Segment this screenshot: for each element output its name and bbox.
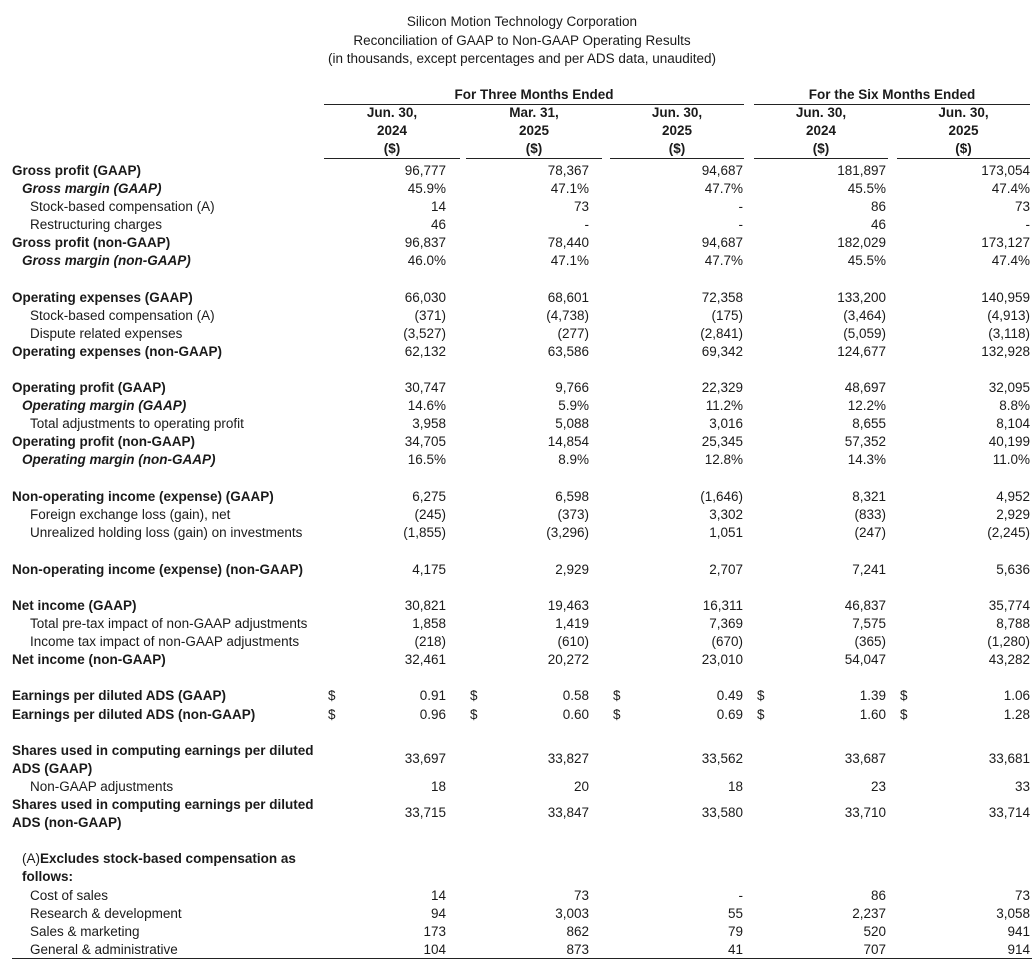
table-cell: (371)	[414, 308, 446, 323]
table-cell: 86	[870, 199, 886, 214]
table-cell: 8.9%	[558, 452, 589, 467]
table-cell: 79	[727, 924, 743, 939]
row-label: Earnings per diluted ADS (GAAP)	[12, 688, 227, 703]
table-row	[0, 162, 1036, 180]
table-row	[0, 252, 1036, 270]
table-row	[0, 397, 1036, 415]
row-label: Total adjustments to operating profit	[30, 416, 244, 431]
table-row	[0, 325, 1036, 343]
group-header-six-months: For the Six Months Ended	[754, 86, 1030, 105]
table-cell: 72,358	[701, 290, 743, 305]
table-cell: 33,847	[547, 805, 589, 820]
table-cell: 20	[573, 779, 589, 794]
column-header-5	[897, 104, 1030, 159]
table-cell: -	[584, 217, 589, 232]
table-cell: 73	[1014, 199, 1030, 214]
table-cell: 6,598	[555, 489, 589, 504]
table-cell: 33,714	[988, 805, 1030, 820]
table-cell: 30,821	[404, 598, 446, 613]
table-cell: 124,677	[837, 344, 886, 359]
row-label: Net income (GAAP)	[12, 598, 137, 613]
row-label	[12, 850, 322, 886]
table-cell: 33,580	[701, 805, 743, 820]
table-cell: 2,707	[709, 562, 743, 577]
table-cell: -	[738, 888, 743, 903]
table-cell: 47.7%	[704, 181, 743, 196]
table-cell: 8.8%	[999, 398, 1030, 413]
column-date: Jun. 30,	[795, 105, 847, 120]
column-header-2	[466, 104, 602, 159]
row-label: Sales & marketing	[30, 924, 140, 939]
row-label: General & administrative	[30, 942, 178, 957]
column-date: Jun. 30,	[651, 105, 703, 120]
table-cell: 12.8%	[704, 452, 743, 467]
currency-symbol: $	[470, 688, 478, 703]
table-cell: 69,342	[701, 344, 743, 359]
table-cell: 47.4%	[991, 253, 1030, 268]
table-cell: 33,697	[404, 751, 446, 766]
table-cell: 33,687	[844, 751, 886, 766]
table-row	[0, 180, 1036, 198]
table-cell: (4,738)	[546, 308, 589, 323]
table-cell: (4,913)	[987, 308, 1030, 323]
row-label: Net income (non-GAAP)	[12, 652, 166, 667]
table-cell: 16,311	[702, 598, 743, 613]
table-cell: 46.0%	[407, 253, 446, 268]
table-row	[0, 561, 1036, 579]
report-title: Reconciliation of GAAP to Non-GAAP Operating Results	[353, 33, 691, 48]
table-row	[0, 234, 1036, 252]
table-cell: 133,200	[837, 290, 886, 305]
currency-symbol: $	[328, 707, 336, 722]
table-cell: 0.91	[419, 688, 446, 703]
table-cell: 47.7%	[704, 253, 743, 268]
table-cell: 46,837	[844, 598, 886, 613]
table-cell: 12.2%	[847, 398, 886, 413]
table-cell: 3,003	[555, 906, 589, 921]
table-cell: 33	[1014, 779, 1030, 794]
table-cell: 2,929	[996, 507, 1030, 522]
table-cell: 8,321	[852, 489, 886, 504]
table-cell: (365)	[854, 634, 886, 649]
table-row	[0, 343, 1036, 361]
company-name: Silicon Motion Technology Corporation	[406, 14, 638, 29]
table-cell: 46	[870, 217, 886, 232]
table-cell: (373)	[557, 507, 589, 522]
table-cell: 34,705	[404, 434, 446, 449]
currency-symbol: $	[900, 707, 908, 722]
table-row	[0, 633, 1036, 651]
table-cell: 47.1%	[550, 181, 589, 196]
table-cell: 45.5%	[847, 253, 886, 268]
row-label: Dispute related expenses	[30, 326, 183, 341]
table-cell: 4,175	[412, 562, 446, 577]
table-cell: 14,854	[547, 434, 589, 449]
table-cell: (1,855)	[403, 525, 446, 540]
table-cell: 68,601	[547, 290, 589, 305]
table-cell: (245)	[414, 507, 446, 522]
table-cell: 73	[1014, 888, 1030, 903]
table-cell: 132,928	[981, 344, 1030, 359]
table-cell: (1,646)	[700, 489, 743, 504]
table-row	[0, 743, 1036, 776]
table-cell: (3,296)	[546, 525, 589, 540]
table-cell: 1.60	[859, 707, 886, 722]
table-cell: 57,352	[844, 434, 886, 449]
table-cell: 73	[573, 888, 589, 903]
table-cell: 914	[1007, 942, 1030, 957]
table-cell: 5,636	[996, 562, 1030, 577]
column-year: 2025	[518, 123, 550, 138]
row-label: Research & development	[30, 906, 182, 921]
column-year: 2024	[376, 123, 408, 138]
currency-symbol: $	[328, 688, 336, 703]
report-subtitle: (in thousands, except percentages and per ADS data, unaudited)	[327, 51, 716, 66]
table-cell: 1,858	[412, 616, 446, 631]
column-header-3	[610, 104, 744, 159]
row-label: Gross margin (non-GAAP)	[22, 253, 191, 268]
column-unit: ($)	[383, 141, 401, 156]
column-year: 2025	[948, 123, 979, 138]
row-label: Gross profit (non-GAAP)	[12, 235, 171, 250]
table-cell: 7,241	[852, 562, 886, 577]
table-cell: 862	[566, 924, 589, 939]
table-cell: (670)	[711, 634, 743, 649]
table-cell: 173,054	[981, 163, 1030, 178]
table-cell: 96,837	[404, 235, 446, 250]
table-cell: (175)	[711, 308, 743, 323]
group-header-three-months: For Three Months Ended	[324, 86, 744, 105]
table-cell: 3,016	[709, 416, 743, 431]
table-row	[0, 379, 1036, 397]
table-cell: 32,095	[988, 380, 1030, 395]
column-unit: ($)	[525, 141, 543, 156]
table-cell: 1.28	[1003, 707, 1030, 722]
column-year: 2024	[805, 123, 837, 138]
table-cell: 14.6%	[407, 398, 446, 413]
table-cell: 520	[863, 924, 886, 939]
table-cell: 33,681	[988, 751, 1030, 766]
row-label: Gross profit (GAAP)	[12, 163, 142, 178]
table-cell: 23	[870, 779, 886, 794]
table-cell: -	[738, 217, 743, 232]
table-row	[0, 651, 1036, 669]
table-cell: -	[738, 199, 743, 214]
table-cell: 8,655	[852, 416, 886, 431]
table-row	[0, 797, 1036, 830]
table-cell: 40,199	[988, 434, 1030, 449]
table-cell: 941	[1007, 924, 1030, 939]
row-label: Non-GAAP adjustments	[30, 779, 174, 794]
table-cell: 0.60	[562, 707, 589, 722]
table-cell: 3,058	[996, 906, 1030, 921]
table-cell: (2,841)	[700, 326, 743, 341]
table-row	[0, 433, 1036, 451]
column-unit: ($)	[955, 141, 972, 156]
table-cell: (3,464)	[843, 308, 886, 323]
table-cell: 104	[423, 942, 446, 957]
table-cell: (277)	[557, 326, 589, 341]
table-cell: 0.96	[419, 707, 446, 722]
table-row	[0, 941, 1036, 959]
row-label: Operating margin (GAAP)	[22, 398, 187, 413]
row-label: Operating margin (non-GAAP)	[22, 452, 216, 467]
table-row	[0, 506, 1036, 524]
table-cell: 4,952	[996, 489, 1030, 504]
table-row	[0, 615, 1036, 633]
row-label: Stock-based compensation (A)	[30, 199, 215, 214]
table-cell: 43,282	[988, 652, 1030, 667]
table-cell: 7,369	[709, 616, 743, 631]
table-cell: (610)	[557, 634, 589, 649]
table-cell: 47.1%	[550, 253, 589, 268]
table-cell: 46	[430, 217, 446, 232]
table-cell: 96,777	[404, 163, 446, 178]
table-cell: (247)	[854, 525, 886, 540]
row-label: Shares used in computing earnings per diluted ADS (GAAP)	[12, 743, 314, 776]
column-date: Jun. 30,	[938, 105, 989, 120]
currency-symbol: $	[900, 688, 908, 703]
table-cell: 48,697	[844, 380, 886, 395]
table-cell: (3,527)	[403, 326, 446, 341]
table-cell: (218)	[414, 634, 446, 649]
table-cell: (1,280)	[987, 634, 1030, 649]
table-cell: 94,687	[701, 235, 743, 250]
table-cell: 41	[727, 942, 743, 957]
column-year: 2025	[661, 123, 693, 138]
table-cell: 63,586	[547, 344, 589, 359]
table-cell: (3,118)	[988, 326, 1030, 341]
table-row	[0, 307, 1036, 325]
row-label: Earnings per diluted ADS (non-GAAP)	[12, 707, 256, 722]
currency-symbol: $	[613, 688, 621, 703]
table-cell: 23,010	[701, 652, 743, 667]
table-row	[0, 905, 1036, 923]
column-header-4	[754, 104, 888, 159]
table-row	[0, 451, 1036, 469]
table-cell: 0.49	[716, 688, 743, 703]
table-cell: 8,104	[996, 416, 1030, 431]
table-cell: 33,827	[547, 751, 589, 766]
table-cell: 182,029	[837, 235, 886, 250]
table-cell: 2,929	[555, 562, 589, 577]
table-row	[0, 488, 1036, 506]
table-cell: (833)	[854, 507, 886, 522]
row-label: Non-operating income (expense) (non-GAAP)	[12, 562, 304, 577]
table-cell: 11.0%	[992, 452, 1030, 467]
table-cell: 9,766	[555, 380, 589, 395]
table-cell: 94	[430, 906, 446, 921]
table-cell: 14	[430, 199, 446, 214]
table-row	[0, 415, 1036, 433]
table-row	[0, 524, 1036, 542]
table-cell: 33,562	[701, 751, 743, 766]
table-bottom-rule	[12, 958, 1032, 959]
row-label: Unrealized holding loss (gain) on investments	[30, 525, 303, 540]
table-cell: 73	[573, 199, 589, 214]
footnote-marker: (A)	[22, 851, 40, 866]
table-cell: 94,687	[701, 163, 743, 178]
table-cell: 0.69	[716, 707, 743, 722]
table-cell: 0.58	[562, 688, 589, 703]
table-cell: 33,710	[844, 805, 886, 820]
table-cell: 1,419	[555, 616, 589, 631]
table-cell: 66,030	[404, 290, 446, 305]
table-cell: 18	[727, 779, 743, 794]
row-label: Stock-based compensation (A)	[30, 308, 215, 323]
table-row	[0, 289, 1036, 307]
table-cell: 173,127	[981, 235, 1030, 250]
table-row	[0, 597, 1036, 615]
row-label: Operating profit (non-GAAP)	[12, 434, 195, 449]
column-date: Mar. 31,	[509, 105, 559, 120]
row-label: Operating profit (GAAP)	[12, 380, 166, 395]
table-row	[0, 706, 1036, 724]
table-cell: 45.5%	[847, 181, 886, 196]
table-cell: 140,959	[981, 290, 1030, 305]
table-cell: 16.5%	[407, 452, 446, 467]
table-cell: 181,897	[837, 163, 886, 178]
table-cell: 20,272	[547, 652, 589, 667]
row-label: Gross margin (GAAP)	[22, 181, 162, 196]
row-label: Foreign exchange loss (gain), net	[30, 507, 231, 522]
column-unit: ($)	[668, 141, 686, 156]
row-label: Operating expenses (GAAP)	[12, 290, 193, 305]
table-cell: 3,958	[412, 416, 446, 431]
table-cell: 1,051	[709, 525, 743, 540]
table-cell: 6,275	[412, 489, 446, 504]
row-label: Restructuring charges	[30, 217, 163, 232]
table-row	[0, 198, 1036, 216]
row-label: Total pre-tax impact of non-GAAP adjustments	[30, 616, 308, 631]
table-cell: 78,440	[547, 235, 589, 250]
table-cell: 2,237	[852, 906, 886, 921]
table-cell: 5.9%	[558, 398, 589, 413]
table-cell: 5,088	[555, 416, 589, 431]
currency-symbol: $	[757, 707, 765, 722]
table-cell: (2,245)	[987, 525, 1030, 540]
table-cell: 45.9%	[407, 181, 446, 196]
table-cell: 18	[430, 779, 446, 794]
table-cell: 19,463	[547, 598, 589, 613]
row-label: Non-operating income (expense) (GAAP)	[12, 489, 274, 504]
table-cell: 7,575	[852, 616, 886, 631]
table-cell: 78,367	[547, 163, 589, 178]
table-cell: (5,059)	[843, 326, 886, 341]
table-cell: -	[1025, 217, 1030, 232]
table-cell: 62,132	[404, 344, 446, 359]
row-label: Shares used in computing earnings per diluted ADS (non-GAAP)	[12, 797, 314, 830]
footnote-text: Excludes stock-based compensation as follows:	[22, 851, 296, 884]
table-cell: 14	[430, 888, 446, 903]
table-cell: 25,345	[701, 434, 743, 449]
table-cell: 1.39	[859, 688, 886, 703]
currency-symbol: $	[613, 707, 621, 722]
table-cell: 707	[863, 942, 886, 957]
column-date: Jun. 30,	[366, 105, 418, 120]
row-label: Income tax impact of non-GAAP adjustments	[30, 634, 300, 649]
table-cell: 14.3%	[847, 452, 886, 467]
table-cell: 1.06	[1003, 688, 1030, 703]
table-cell: 86	[870, 888, 886, 903]
table-cell: 55	[727, 906, 743, 921]
row-label: Operating expenses (non-GAAP)	[12, 344, 223, 359]
table-row	[0, 887, 1036, 905]
table-row	[0, 216, 1036, 234]
table-cell: 873	[566, 942, 589, 957]
column-unit: ($)	[812, 141, 830, 156]
table-cell: 47.4%	[991, 181, 1030, 196]
table-cell: 8,788	[996, 616, 1030, 631]
table-row	[0, 923, 1036, 941]
currency-symbol: $	[470, 707, 478, 722]
table-row	[0, 778, 1036, 796]
row-label: Cost of sales	[30, 888, 109, 903]
table-row	[0, 687, 1036, 705]
table-cell: 32,461	[404, 652, 446, 667]
table-cell: 173	[423, 924, 446, 939]
table-cell: 35,774	[988, 598, 1030, 613]
table-cell: 22,329	[701, 380, 743, 395]
currency-symbol: $	[757, 688, 765, 703]
table-cell: 33,715	[404, 805, 446, 820]
table-cell: 30,747	[404, 380, 446, 395]
table-cell: 54,047	[844, 652, 886, 667]
column-header-1	[324, 104, 460, 159]
table-cell: 3,302	[709, 507, 743, 522]
table-cell: 11.2%	[705, 398, 743, 413]
table-row	[0, 851, 1036, 884]
